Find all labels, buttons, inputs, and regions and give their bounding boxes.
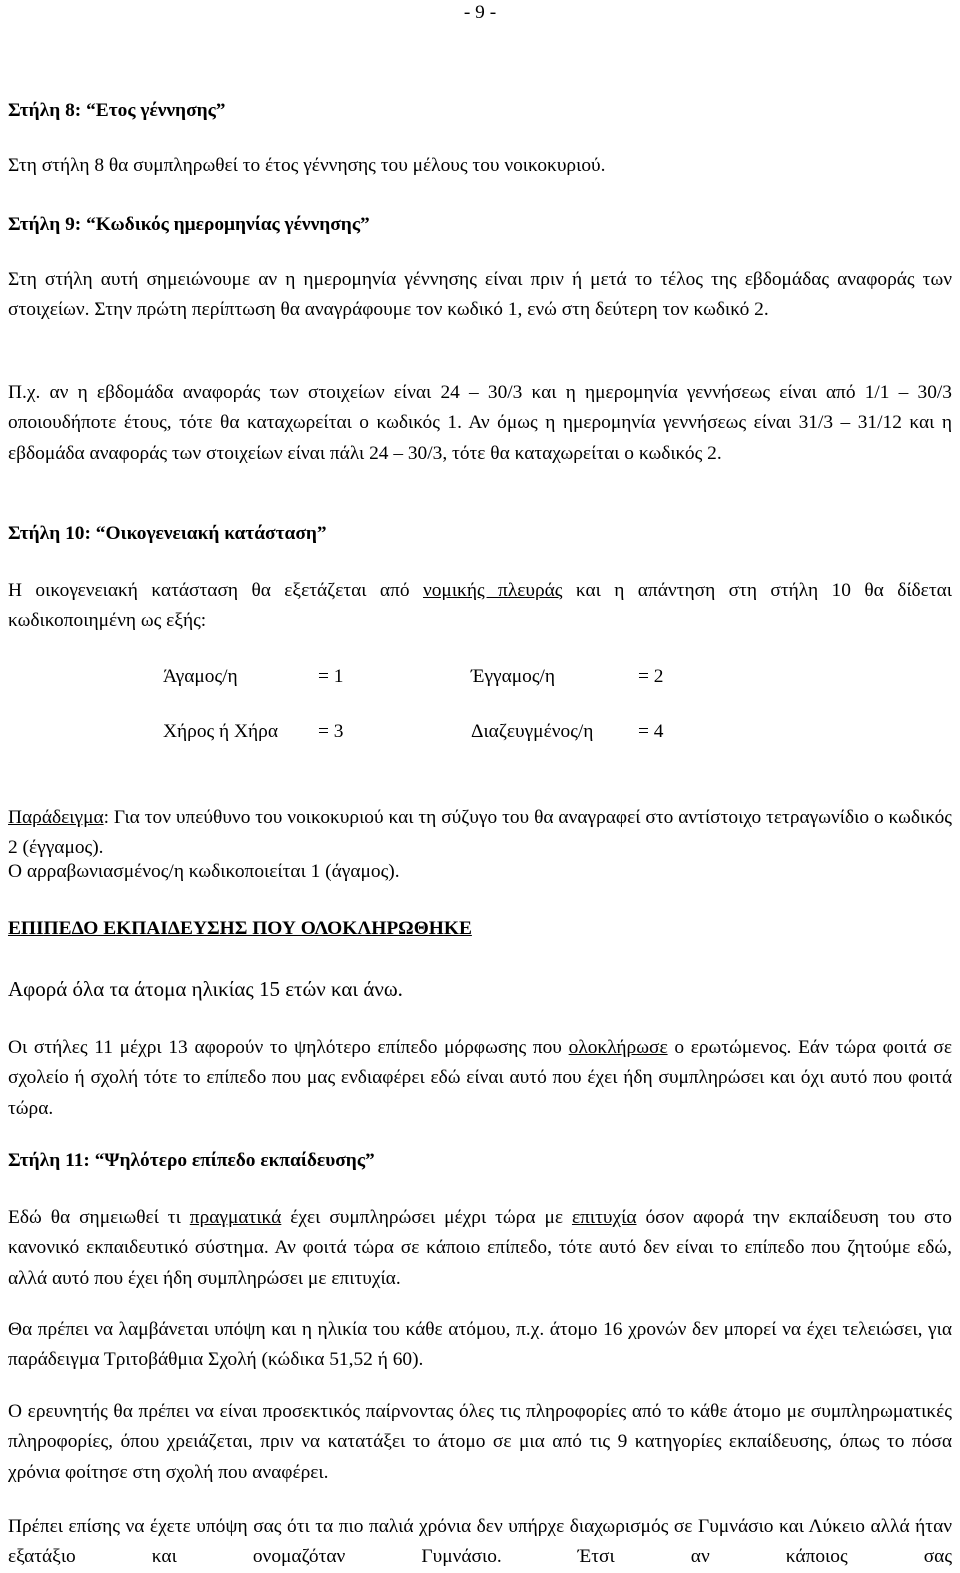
column-10-heading: Στήλη 10: “Οικογενειακή κατάσταση” xyxy=(8,523,327,544)
column-10-engaged-note: Ο αρραβωνιασμένος/η κωδικοποιείται 1 (άγαμος). xyxy=(8,861,400,882)
code-label-married: Έγγαμος/η xyxy=(471,666,556,687)
column-10-example: Παράδειγμα: Για τον υπεύθυνο του νοικοκυριού και τη σύζυγο του θα αναγραφεί στο αντίστοιχο τετραγωνίδιο ο κωδικός 2 (έγγαμος). xyxy=(8,807,952,859)
column-11-paragraph-4: Πρέπει επίσης να έχετε υπόψη σας ότι τα πιο παλιά χρόνια δεν υπήρχε διαχωρισμός σε Γυμνάσιο και Λύκειο αλλά ήταν εξατάξιο και ονομαζόταν Γυμνάσιο. Έτσι αν κάποιος σας xyxy=(8,1516,952,1568)
column-8-text: Στη στήλη 8 θα συμπληρωθεί το έτος γέννησης του μέλους του νοικοκυριού. xyxy=(8,155,606,176)
code-label-divorced: Διαζευγμένος/η xyxy=(471,721,594,742)
column-9-heading: Στήλη 9: “Κωδικός ημερομηνίας γέννησης” xyxy=(8,214,370,235)
column-11-paragraph-1: Εδώ θα σημειωθεί τι πραγματικά έχει συμπληρώσει μέχρι τώρα με επιτυχία όσον αφορά την εκπαίδευση του στο κανονικό εκπαιδευτικό σύστημα. Αν φοιτά τώρα σε κάποιο επίπεδο, τότε αυτό δεν είναι το επίπεδο που ζητούμε εδώ, αλλά αυτό που έχει ήδη συμπληρώσει με επιτυχία. xyxy=(8,1207,952,1289)
code-value-single: = 1 xyxy=(318,666,344,687)
code-label-single: Άγαμος/η xyxy=(163,666,238,687)
column-11-paragraph-3: Ο ερευνητής θα πρέπει να είναι προσεκτικός παίρνοντας όλες τις πληροφορίες από το κάθε άτομο με συμπληρωματικές πληροφορίες, όπου χρειάζεται, πριν να κατατάξει το άτομο σε μια από τις 9 κατηγορίες εκπαίδευσης, όπως το πόσα χρόνια φοίτησε στη σχολή που αναφέρει. xyxy=(8,1401,952,1483)
column-8-heading: Στήλη 8: “Ετος γέννησης” xyxy=(8,100,226,121)
column-9-paragraph-1: Στη στήλη αυτή σημειώνουμε αν η ημερομηνία γέννησης είναι πριν ή μετά το τέλος της εβδομάδας αναφοράς των στοιχείων. Στην πρώτη περίπτωση θα αναγράφουμε τον κωδικό 1, ενώ στη δεύτερη τον κωδικό 2. xyxy=(8,269,952,321)
education-lead: Αφορά όλα τα άτομα ηλικίας 15 ετών και άνω. xyxy=(8,977,403,1001)
column-9-example-paragraph: Π.χ. αν η εβδομάδα αναφοράς των στοιχείων είναι 24 – 30/3 και η ημερομηνία γεννήσεως είναι από 1/1 – 30/3 οποιουδήποτε έτους, τότε θα καταχωρείται ο κωδικός 1. Αν όμως η ημερομηνία γεννήσεως είναι 31/3 – 31/12 και η εβδομάδα αναφοράς των στοιχείων είναι πάλι 24 – 30/3, τότε θα καταχωρείται ο κωδικός 2. xyxy=(8,382,952,464)
code-value-widowed: = 3 xyxy=(318,721,344,742)
code-value-married: = 2 xyxy=(638,666,664,687)
page-number: - 9 - xyxy=(463,2,497,23)
underlined-completed: ολοκλήρωσε xyxy=(568,1037,668,1058)
code-label-widowed: Χήρος ή Χήρα xyxy=(163,721,279,742)
column-11-heading: Στήλη 11: “Ψηλότερο επίπεδο εκπαίδευσης” xyxy=(8,1150,375,1171)
example-label: Παράδειγμα xyxy=(8,807,104,828)
underlined-success: επιτυχία xyxy=(571,1207,637,1228)
education-paragraph: Οι στήλες 11 μέχρι 13 αφορούν το ψηλότερο επίπεδο μόρφωσης που ολοκλήρωσε ο ερωτώμενος. Εάν τώρα φοιτά σε σχολείο ή σχολή τότε το επίπεδο που μας ενδιαφέρει εδώ είναι αυτό που έχει ήδη συμπληρώσει και όχι αυτό που φοιτά τώρα. xyxy=(8,1037,953,1119)
column-11-paragraph-2: Θα πρέπει να λαμβάνεται υπόψη και η ηλικία του κάθε ατόμου, π.χ. άτομο 16 χρονών δεν μπορεί να έχει τελειώσει, για παράδειγμα Τριτοβάθμια Σχολή (κώδικα 51,52 ή 60). xyxy=(8,1319,952,1371)
underlined-legal-side: νομικής πλευράς xyxy=(422,580,563,601)
underlined-actually: πραγματικά xyxy=(189,1207,282,1228)
code-value-divorced: = 4 xyxy=(638,721,664,742)
column-10-paragraph: Η οικογενειακή κατάσταση θα εξετάζεται από νομικής πλευράς και η απάντηση στη στήλη 10 θα δίδεται κωδικοποιημένη ως εξής: xyxy=(8,580,952,632)
education-section-title: ΕΠΙΠΕΔΟ ΕΚΠΑΙΔΕΥΣΗΣ ΠΟΥ ΟΛΟΚΛΗΡΩΘΗΚΕ xyxy=(8,918,472,939)
